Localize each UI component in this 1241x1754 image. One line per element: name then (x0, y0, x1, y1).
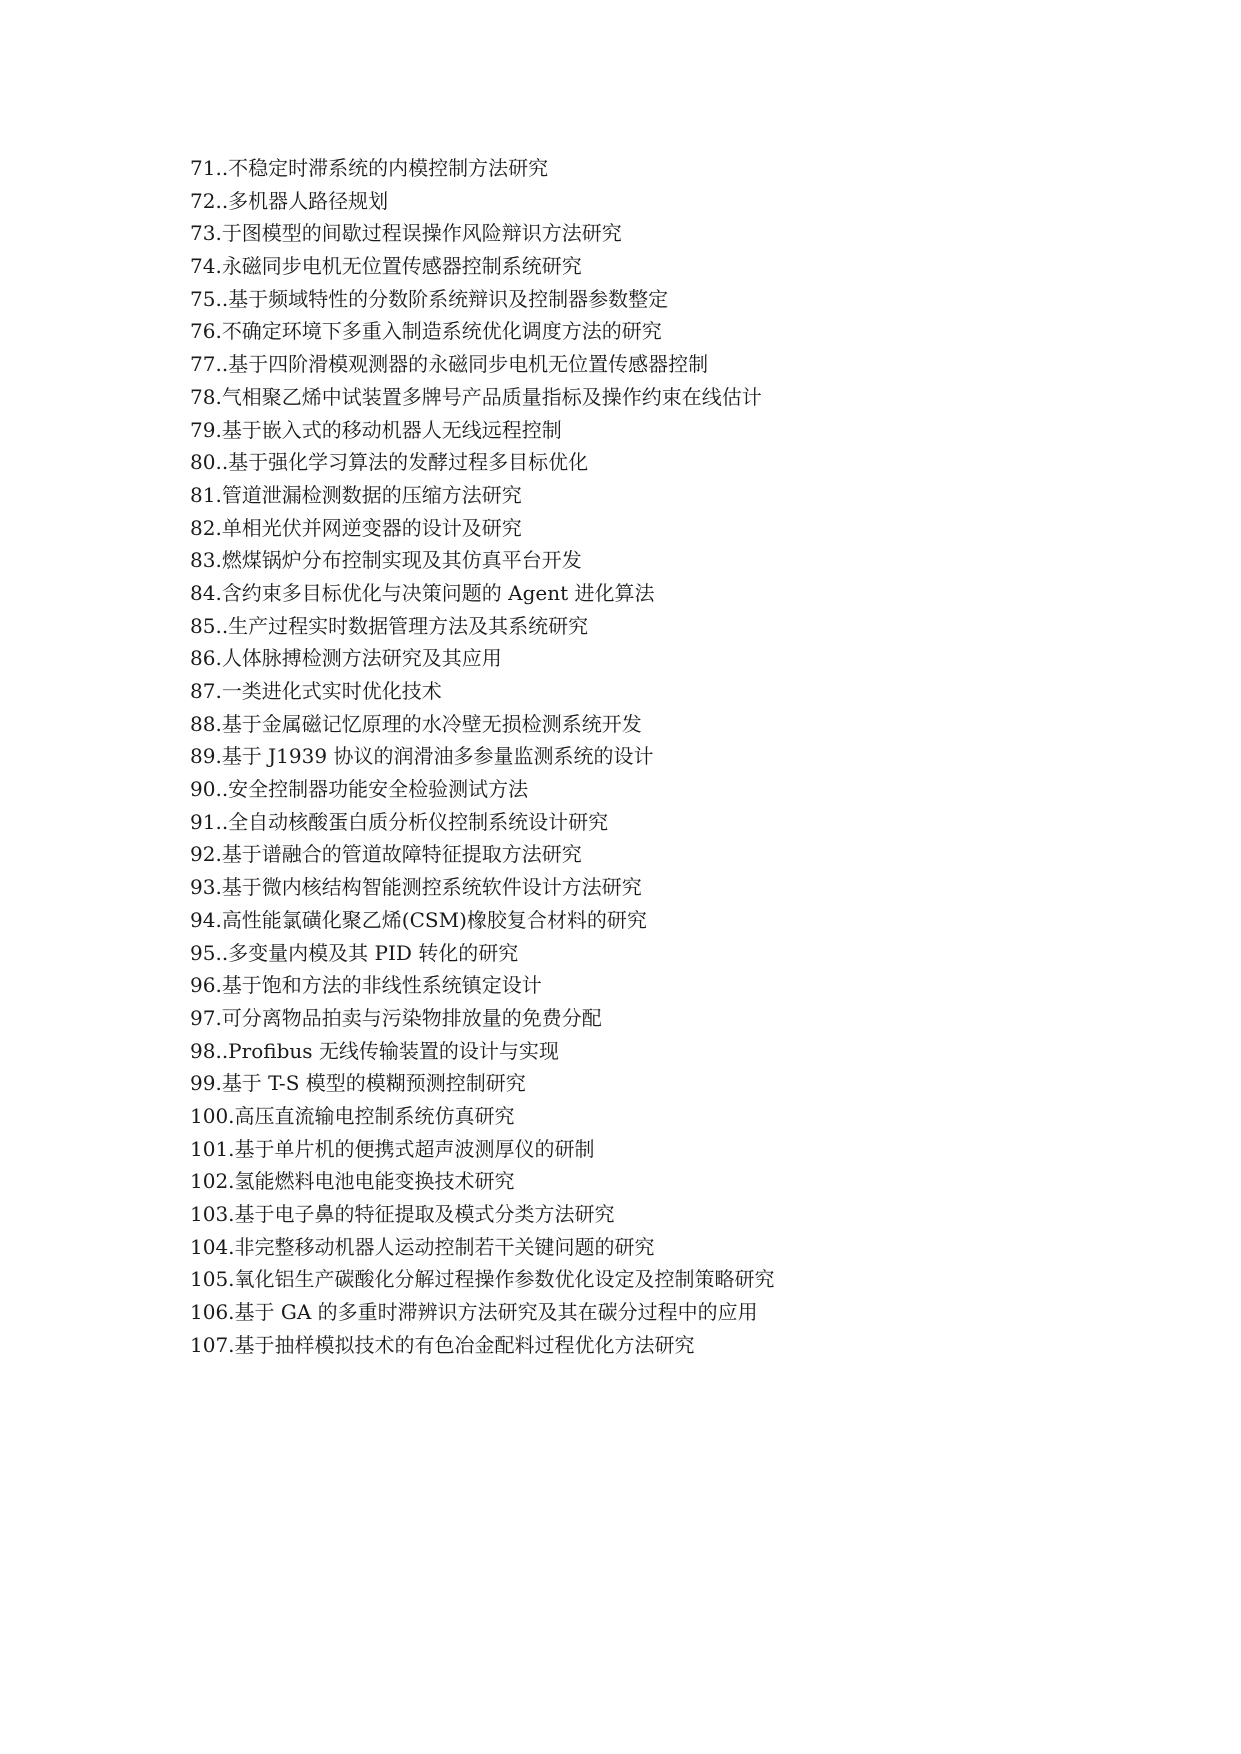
list-item (190, 642, 775, 675)
item-number: 105. (190, 1267, 235, 1292)
item-number: 84. (190, 580, 222, 605)
item-title: .不稳定时滞系统的内模控制方法研究 (221, 156, 549, 180)
item-title: 基于谱融合的管道故障特征提取方法研究 (221, 842, 582, 867)
item-number: 79. (190, 417, 222, 442)
item-title: .生产过程实时数据管理方法及其系统研究 (221, 613, 589, 638)
item-number: 87. (190, 679, 222, 703)
item-number: 78. (190, 384, 222, 409)
item-title: .基于强化学习算法的发酵过程多目标优化 (221, 450, 589, 475)
item-number: 76. (190, 319, 222, 344)
item-title: 基于金属磁记忆原理的水冷壁无损检测系统开发 (221, 711, 642, 736)
list-item (190, 1198, 775, 1231)
list-item (190, 512, 775, 545)
item-title: 基于电子鼻的特征提取及模式分类方法研究 (234, 1202, 615, 1226)
item-title: .基于频域特性的分数阶系统辩识及控制器参数整定 (221, 286, 669, 311)
item-title: 高性能氯磺化聚乙烯(CSM)橡胶复合材料的研究 (221, 907, 647, 932)
item-title: 基于 GA 的多重时滞辨识方法研究及其在碳分过程中的应用 (234, 1300, 758, 1325)
item-number: 98. (190, 1038, 222, 1063)
item-title: .全自动核酸蛋白质分析仪控制系统设计研究 (221, 809, 609, 834)
list-item (190, 904, 775, 937)
item-title: .Profibus 无线传输装置的设计与实现 (221, 1038, 559, 1063)
list-item (190, 185, 775, 218)
list-item (190, 1329, 775, 1362)
item-number: 72. (190, 188, 222, 213)
item-number: 104. (190, 1234, 235, 1259)
item-number: 100. (190, 1103, 235, 1128)
item-number: 86. (190, 646, 222, 671)
item-title: 于图模型的间歇过程误操作风险辩识方法研究 (221, 221, 622, 246)
list-item (190, 1002, 775, 1035)
item-number: 101. (190, 1136, 235, 1161)
item-number: 91. (190, 809, 222, 834)
item-number: 99. (190, 1071, 222, 1096)
item-title: 基于抽样模拟技术的有色冶金配料过程优化方法研究 (234, 1332, 695, 1357)
item-title: 非完整移动机器人运动控制若干关键问题的研究 (234, 1234, 655, 1259)
list-item (190, 838, 775, 871)
item-title: 不确定环境下多重入制造系统优化调度方法的研究 (221, 319, 662, 344)
item-number: 80. (190, 450, 222, 475)
list-item (190, 348, 775, 381)
list-item (190, 577, 775, 610)
item-title: .安全控制器功能安全检验测试方法 (221, 777, 529, 802)
item-number: 71. (190, 156, 222, 180)
list-item (190, 1067, 775, 1100)
list-item (190, 315, 775, 348)
list-item (190, 1133, 775, 1166)
item-number: 103. (190, 1202, 235, 1226)
item-title: 一类进化式实时优化技术 (221, 679, 442, 703)
item-number: 96. (190, 973, 222, 998)
topic-list (190, 152, 775, 1361)
item-title: 可分离物品拍卖与污染物排放量的免费分配 (221, 1005, 602, 1030)
list-item (190, 250, 775, 283)
list-item (190, 871, 775, 904)
list-item (190, 544, 775, 577)
item-number: 77. (190, 352, 222, 377)
item-number: 73. (190, 221, 222, 246)
list-item (190, 969, 775, 1002)
list-item (190, 1263, 775, 1296)
item-title: 基于 J1939 协议的润滑油多参量监测系统的设计 (221, 744, 654, 769)
list-item (190, 675, 775, 708)
item-number: 93. (190, 875, 222, 900)
list-item (190, 937, 775, 970)
item-title: .基于四阶滑模观测器的永磁同步电机无位置传感器控制 (221, 352, 709, 377)
item-number: 94. (190, 907, 222, 932)
list-item (190, 446, 775, 479)
item-title: 单相光伏并网逆变器的设计及研究 (221, 515, 522, 540)
item-title: 含约束多目标优化与决策问题的 Agent 进化算法 (221, 580, 655, 605)
list-item (190, 708, 775, 741)
list-item (190, 806, 775, 839)
item-title: 基于嵌入式的移动机器人无线远程控制 (221, 417, 562, 442)
item-number: 102. (190, 1169, 235, 1194)
item-title: 永磁同步电机无位置传感器控制系统研究 (221, 254, 582, 279)
item-number: 92. (190, 842, 222, 867)
item-title: .多变量内模及其 PID 转化的研究 (221, 940, 519, 965)
list-item (190, 217, 775, 250)
item-number: 95. (190, 940, 222, 965)
list-item (190, 414, 775, 447)
list-item (190, 479, 775, 512)
item-title: 氧化铝生产碳酸化分解过程操作参数优化设定及控制策略研究 (234, 1267, 775, 1292)
item-title: .多机器人路径规划 (221, 188, 389, 213)
item-number: 106. (190, 1300, 235, 1325)
list-item (190, 381, 775, 414)
list-item (190, 1100, 775, 1133)
item-title: 氢能燃料电池电能变换技术研究 (234, 1169, 515, 1194)
item-number: 89. (190, 744, 222, 769)
item-number: 83. (190, 548, 222, 573)
item-number: 75. (190, 286, 222, 311)
item-title: 人体脉搏检测方法研究及其应用 (221, 646, 502, 671)
list-item (190, 283, 775, 316)
item-number: 81. (190, 482, 222, 507)
item-number: 74. (190, 254, 222, 279)
item-number: 97. (190, 1005, 222, 1030)
item-number: 85. (190, 613, 222, 638)
item-title: 基于单片机的便携式超声波测厚仪的研制 (234, 1136, 595, 1161)
list-item (190, 773, 775, 806)
list-item (190, 610, 775, 643)
item-title: 管道泄漏检测数据的压缩方法研究 (221, 482, 522, 507)
item-title: 气相聚乙烯中试装置多牌号产品质量指标及操作约束在线估计 (221, 384, 762, 409)
list-item (190, 152, 775, 185)
item-number: 88. (190, 711, 222, 736)
item-title: 燃煤锅炉分布控制实现及其仿真平台开发 (221, 548, 582, 573)
item-title: 基于微内核结构智能测控系统软件设计方法研究 (221, 875, 642, 900)
item-title: 基于 T-S 模型的模糊预测控制研究 (221, 1071, 526, 1096)
item-title: 基于饱和方法的非线性系统镇定设计 (221, 973, 542, 998)
list-item (190, 1035, 775, 1068)
item-number: 90. (190, 777, 222, 802)
list-item (190, 1165, 775, 1198)
list-item (190, 1231, 775, 1264)
item-title: 高压直流输电控制系统仿真研究 (234, 1103, 515, 1128)
item-number: 82. (190, 515, 222, 540)
list-item (190, 740, 775, 773)
item-number: 107. (190, 1332, 235, 1357)
list-item (190, 1296, 775, 1329)
